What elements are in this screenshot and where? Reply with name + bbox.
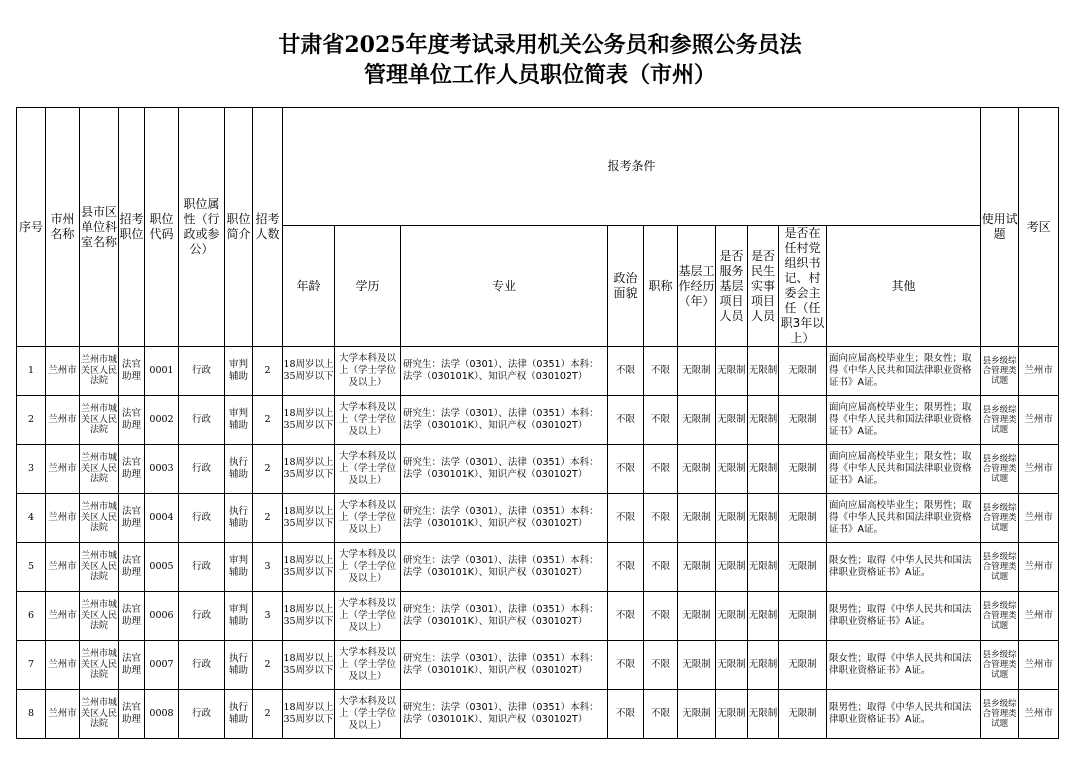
cell-grassroots: 无限制 [678, 347, 716, 396]
cell-livelihood: 无限制 [748, 592, 779, 641]
cell-nature: 行政 [179, 494, 225, 543]
header-village: 是否在任村党组织书记、村委会主任（任职3年以上） [779, 226, 827, 347]
cell-village: 无限制 [779, 396, 827, 445]
cell-index: 5 [17, 543, 46, 592]
table-row [17, 445, 1059, 494]
cell-city: 兰州市 [46, 543, 80, 592]
cell-service: 无限制 [716, 641, 748, 690]
cell-position: 法官助理 [119, 445, 145, 494]
cell-political: 不限 [608, 445, 644, 494]
cell-code: 0007 [145, 641, 179, 690]
cell-livelihood: 无限制 [748, 445, 779, 494]
cell-major: 研究生：法学（0301）、法律（0351）本科：法学（030101K）、知识产权（030102T） [401, 445, 608, 494]
header-count: 招考人数 [253, 108, 283, 347]
header-education: 学历 [335, 226, 401, 347]
cell-code: 0003 [145, 445, 179, 494]
cell-city: 兰州市 [46, 494, 80, 543]
cell-code: 0001 [145, 347, 179, 396]
cell-intro: 审判辅助 [225, 592, 253, 641]
cell-unit: 兰州市城关区人民法院 [80, 690, 119, 739]
cell-code: 0008 [145, 690, 179, 739]
cell-exam: 县乡级综合管理类试题 [981, 445, 1019, 494]
cell-code: 0006 [145, 592, 179, 641]
cell-political: 不限 [608, 494, 644, 543]
cell-city: 兰州市 [46, 592, 80, 641]
cell-site: 兰州市 [1019, 641, 1059, 690]
table-row [17, 641, 1059, 690]
cell-livelihood: 无限制 [748, 641, 779, 690]
cell-city: 兰州市 [46, 641, 80, 690]
cell-city: 兰州市 [46, 347, 80, 396]
cell-count: 2 [253, 445, 283, 494]
header-title-rank: 职称 [644, 226, 678, 347]
cell-grassroots: 无限制 [678, 592, 716, 641]
header-position: 招考职位 [119, 108, 145, 347]
cell-count: 2 [253, 396, 283, 445]
cell-political: 不限 [608, 396, 644, 445]
table-row [17, 494, 1059, 543]
cell-index: 2 [17, 396, 46, 445]
cell-intro: 执行辅助 [225, 641, 253, 690]
cell-grassroots: 无限制 [678, 641, 716, 690]
cell-title-rank: 不限 [644, 494, 678, 543]
cell-service: 无限制 [716, 690, 748, 739]
cell-code: 0004 [145, 494, 179, 543]
table-row [17, 543, 1059, 592]
cell-age: 18周岁以上35周岁以下 [283, 543, 335, 592]
header-index: 序号 [17, 108, 46, 347]
cell-index: 6 [17, 592, 46, 641]
cell-site: 兰州市 [1019, 690, 1059, 739]
cell-other: 面向应届高校毕业生；限女性；取得《中华人民共和国法律职业资格证书》A证。 [827, 445, 981, 494]
cell-age: 18周岁以上35周岁以下 [283, 690, 335, 739]
cell-nature: 行政 [179, 396, 225, 445]
cell-exam: 县乡级综合管理类试题 [981, 641, 1019, 690]
cell-other: 限男性；取得《中华人民共和国法律职业资格证书》A证。 [827, 690, 981, 739]
header-age: 年龄 [283, 226, 335, 347]
cell-village: 无限制 [779, 690, 827, 739]
cell-unit: 兰州市城关区人民法院 [80, 445, 119, 494]
cell-education: 大学本科及以上（学士学位及以上） [335, 592, 401, 641]
cell-service: 无限制 [716, 347, 748, 396]
cell-livelihood: 无限制 [748, 543, 779, 592]
header-other: 其他 [827, 226, 981, 347]
cell-service: 无限制 [716, 445, 748, 494]
cell-count: 3 [253, 543, 283, 592]
cell-title-rank: 不限 [644, 690, 678, 739]
cell-index: 8 [17, 690, 46, 739]
cell-age: 18周岁以上35周岁以下 [283, 494, 335, 543]
cell-age: 18周岁以上35周岁以下 [283, 592, 335, 641]
cell-political: 不限 [608, 641, 644, 690]
cell-city: 兰州市 [46, 396, 80, 445]
header-unit: 县市区单位科室名称 [80, 108, 119, 347]
cell-count: 3 [253, 592, 283, 641]
cell-index: 1 [17, 347, 46, 396]
cell-education: 大学本科及以上（学士学位及以上） [335, 641, 401, 690]
cell-major: 研究生：法学（0301）、法律（0351）本科：法学（030101K）、知识产权（030102T） [401, 494, 608, 543]
cell-political: 不限 [608, 592, 644, 641]
cell-service: 无限制 [716, 592, 748, 641]
cell-unit: 兰州市城关区人民法院 [80, 592, 119, 641]
header-intro: 职位简介 [225, 108, 253, 347]
cell-livelihood: 无限制 [748, 690, 779, 739]
document-title [0, 30, 1080, 90]
cell-service: 无限制 [716, 543, 748, 592]
cell-education: 大学本科及以上（学士学位及以上） [335, 347, 401, 396]
cell-major: 研究生：法学（0301）、法律（0351）本科：法学（030101K）、知识产权（030102T） [401, 543, 608, 592]
cell-nature: 行政 [179, 445, 225, 494]
cell-count: 2 [253, 641, 283, 690]
table-row [17, 396, 1059, 445]
cell-site: 兰州市 [1019, 396, 1059, 445]
cell-service: 无限制 [716, 494, 748, 543]
cell-site: 兰州市 [1019, 445, 1059, 494]
cell-position: 法官助理 [119, 494, 145, 543]
cell-intro: 执行辅助 [225, 690, 253, 739]
cell-village: 无限制 [779, 445, 827, 494]
header-code: 职位代码 [145, 108, 179, 347]
cell-education: 大学本科及以上（学士学位及以上） [335, 543, 401, 592]
cell-political: 不限 [608, 690, 644, 739]
cell-village: 无限制 [779, 592, 827, 641]
cell-exam: 县乡级综合管理类试题 [981, 347, 1019, 396]
cell-other: 面向应届高校毕业生；限女性；取得《中华人民共和国法律职业资格证书》A证。 [827, 347, 981, 396]
cell-title-rank: 不限 [644, 543, 678, 592]
cell-exam: 县乡级综合管理类试题 [981, 494, 1019, 543]
cell-intro: 审判辅助 [225, 347, 253, 396]
cell-livelihood: 无限制 [748, 396, 779, 445]
cell-intro: 审判辅助 [225, 543, 253, 592]
cell-other: 限女性；取得《中华人民共和国法律职业资格证书》A证。 [827, 543, 981, 592]
cell-other: 限男性；取得《中华人民共和国法律职业资格证书》A证。 [827, 592, 981, 641]
cell-exam: 县乡级综合管理类试题 [981, 592, 1019, 641]
cell-age: 18周岁以上35周岁以下 [283, 641, 335, 690]
cell-title-rank: 不限 [644, 592, 678, 641]
header-livelihood: 是否民生实事项目人员 [748, 226, 779, 347]
cell-grassroots: 无限制 [678, 690, 716, 739]
cell-title-rank: 不限 [644, 347, 678, 396]
cell-grassroots: 无限制 [678, 543, 716, 592]
cell-nature: 行政 [179, 592, 225, 641]
title-line-1: 甘肃省2025年度考试录用机关公务员和参照公务员法 [278, 32, 802, 58]
cell-nature: 行政 [179, 543, 225, 592]
cell-unit: 兰州市城关区人民法院 [80, 494, 119, 543]
cell-nature: 行政 [179, 690, 225, 739]
cell-other: 限女性；取得《中华人民共和国法律职业资格证书》A证。 [827, 641, 981, 690]
cell-village: 无限制 [779, 494, 827, 543]
cell-major: 研究生：法学（0301）、法律（0351）本科：法学（030101K）、知识产权（030102T） [401, 690, 608, 739]
cell-position: 法官助理 [119, 347, 145, 396]
cell-site: 兰州市 [1019, 592, 1059, 641]
cell-count: 2 [253, 690, 283, 739]
cell-livelihood: 无限制 [748, 347, 779, 396]
cell-political: 不限 [608, 347, 644, 396]
cell-grassroots: 无限制 [678, 494, 716, 543]
cell-age: 18周岁以上35周岁以下 [283, 445, 335, 494]
header-site: 考区 [1019, 108, 1059, 347]
cell-count: 2 [253, 347, 283, 396]
cell-village: 无限制 [779, 347, 827, 396]
cell-other: 面向应届高校毕业生；限男性；取得《中华人民共和国法律职业资格证书》A证。 [827, 494, 981, 543]
cell-city: 兰州市 [46, 445, 80, 494]
table-row [17, 690, 1059, 739]
cell-village: 无限制 [779, 641, 827, 690]
cell-unit: 兰州市城关区人民法院 [80, 396, 119, 445]
cell-education: 大学本科及以上（学士学位及以上） [335, 396, 401, 445]
cell-other: 面向应届高校毕业生；限男性；取得《中华人民共和国法律职业资格证书》A证。 [827, 396, 981, 445]
cell-site: 兰州市 [1019, 543, 1059, 592]
cell-education: 大学本科及以上（学士学位及以上） [335, 445, 401, 494]
cell-exam: 县乡级综合管理类试题 [981, 396, 1019, 445]
table-row [17, 347, 1059, 396]
cell-unit: 兰州市城关区人民法院 [80, 641, 119, 690]
cell-count: 2 [253, 494, 283, 543]
cell-index: 7 [17, 641, 46, 690]
header-conditions: 报考条件 [283, 108, 981, 226]
cell-service: 无限制 [716, 396, 748, 445]
cell-title-rank: 不限 [644, 396, 678, 445]
cell-position: 法官助理 [119, 396, 145, 445]
cell-grassroots: 无限制 [678, 396, 716, 445]
cell-political: 不限 [608, 543, 644, 592]
cell-position: 法官助理 [119, 543, 145, 592]
table-body [17, 347, 1059, 739]
header-service: 是否服务基层项目人员 [716, 226, 748, 347]
cell-education: 大学本科及以上（学士学位及以上） [335, 690, 401, 739]
cell-exam: 县乡级综合管理类试题 [981, 543, 1019, 592]
cell-site: 兰州市 [1019, 494, 1059, 543]
cell-code: 0005 [145, 543, 179, 592]
cell-title-rank: 不限 [644, 445, 678, 494]
cell-major: 研究生：法学（0301）、法律（0351）本科：法学（030101K）、知识产权（030102T） [401, 396, 608, 445]
table-row [17, 592, 1059, 641]
header-grassroots: 基层工作经历（年） [678, 226, 716, 347]
cell-position: 法官助理 [119, 690, 145, 739]
cell-intro: 执行辅助 [225, 494, 253, 543]
cell-position: 法官助理 [119, 641, 145, 690]
cell-position: 法官助理 [119, 592, 145, 641]
cell-major: 研究生：法学（0301）、法律（0351）本科：法学（030101K）、知识产权（030102T） [401, 641, 608, 690]
cell-intro: 执行辅助 [225, 445, 253, 494]
title-line-2: 管理单位工作人员职位简表（市州） [363, 62, 716, 88]
cell-major: 研究生：法学（0301）、法律（0351）本科：法学（030101K）、知识产权（030102T） [401, 592, 608, 641]
cell-title-rank: 不限 [644, 641, 678, 690]
cell-nature: 行政 [179, 347, 225, 396]
header-exam: 使用试题 [981, 108, 1019, 347]
cell-education: 大学本科及以上（学士学位及以上） [335, 494, 401, 543]
cell-grassroots: 无限制 [678, 445, 716, 494]
header-city: 市州名称 [46, 108, 80, 347]
cell-age: 18周岁以上35周岁以下 [283, 396, 335, 445]
cell-livelihood: 无限制 [748, 494, 779, 543]
cell-village: 无限制 [779, 543, 827, 592]
cell-age: 18周岁以上35周岁以下 [283, 347, 335, 396]
cell-major: 研究生：法学（0301）、法律（0351）本科：法学（030101K）、知识产权（030102T） [401, 347, 608, 396]
cell-unit: 兰州市城关区人民法院 [80, 543, 119, 592]
cell-exam: 县乡级综合管理类试题 [981, 690, 1019, 739]
header-nature: 职位属性（行政或参公） [179, 108, 225, 347]
cell-index: 4 [17, 494, 46, 543]
positions-table [16, 107, 1059, 739]
cell-city: 兰州市 [46, 690, 80, 739]
cell-intro: 审判辅助 [225, 396, 253, 445]
cell-code: 0002 [145, 396, 179, 445]
cell-nature: 行政 [179, 641, 225, 690]
cell-site: 兰州市 [1019, 347, 1059, 396]
header-major: 专业 [401, 226, 608, 347]
cell-unit: 兰州市城关区人民法院 [80, 347, 119, 396]
header-political: 政治面貌 [608, 226, 644, 347]
cell-index: 3 [17, 445, 46, 494]
